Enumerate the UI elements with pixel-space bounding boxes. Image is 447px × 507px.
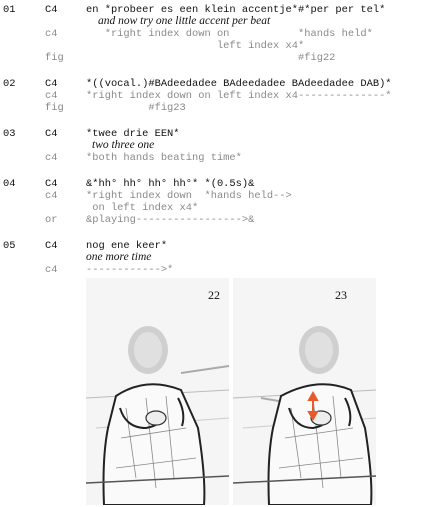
speaker-tier-label: fig — [45, 102, 64, 114]
speaker-tier-label: fig — [45, 52, 64, 64]
line-number: 01 — [3, 4, 16, 16]
annotation-text: &playing----------------->& — [86, 214, 255, 226]
speaker-tier-label: c4 — [45, 190, 58, 202]
figure-22-sketch — [86, 278, 229, 505]
annotation-text: #fig23 — [86, 102, 186, 114]
line-number: 05 — [3, 240, 16, 252]
figure-22 — [86, 278, 229, 505]
speaker-tier-label: c4 — [45, 28, 58, 40]
speaker-tier-label: C4 — [45, 128, 58, 140]
annotation-text: *right index down on *hands held* — [86, 28, 373, 40]
speaker-tier-label: c4 — [45, 152, 58, 164]
translation-text: and now try one little accent per beat — [98, 15, 271, 27]
speaker-tier-label: c4 — [45, 264, 58, 276]
figure-23-label: 23 — [335, 288, 347, 302]
annotation-text: *right index down on left index x4--------------* — [86, 90, 392, 102]
speaker-tier-label: c4 — [45, 90, 58, 102]
line-number: 03 — [3, 128, 16, 140]
speaker-tier-label: or — [45, 214, 58, 226]
speaker-tier-label: C4 — [45, 178, 58, 190]
annotation-text: *right index down *hands held--> — [86, 190, 292, 202]
speaker-tier-label: C4 — [45, 4, 58, 16]
figure-23-sketch — [233, 278, 376, 505]
figure-22-label: 22 — [208, 288, 220, 302]
annotation-text: on left index x4* — [86, 202, 199, 214]
speaker-tier-label: C4 — [45, 240, 58, 252]
utterance-text: &*hh° hh° hh° hh°* *(0.5s)& — [86, 178, 255, 190]
line-number: 04 — [3, 178, 16, 190]
utterance-text: en *probeer es een klein accentje*#*per per tel* — [86, 4, 386, 16]
annotation-text: ------------>* — [86, 264, 174, 276]
utterance-text: nog ene keer* — [86, 240, 168, 252]
annotation-text: #fig22 — [86, 52, 336, 64]
line-number: 02 — [3, 78, 16, 90]
speaker-tier-label: C4 — [45, 78, 58, 90]
translation-text: one more time — [86, 251, 152, 263]
utterance-text: *twee drie EEN* — [86, 128, 180, 140]
annotation-text: left index x4* — [86, 40, 305, 52]
utterance-text: *((vocal.)#BAdeedadee BAdeedadee BAdeedadee DAB)* — [86, 78, 392, 90]
translation-text: two three one — [92, 139, 155, 151]
figure-23 — [233, 278, 376, 505]
annotation-text: *both hands beating time* — [86, 152, 242, 164]
